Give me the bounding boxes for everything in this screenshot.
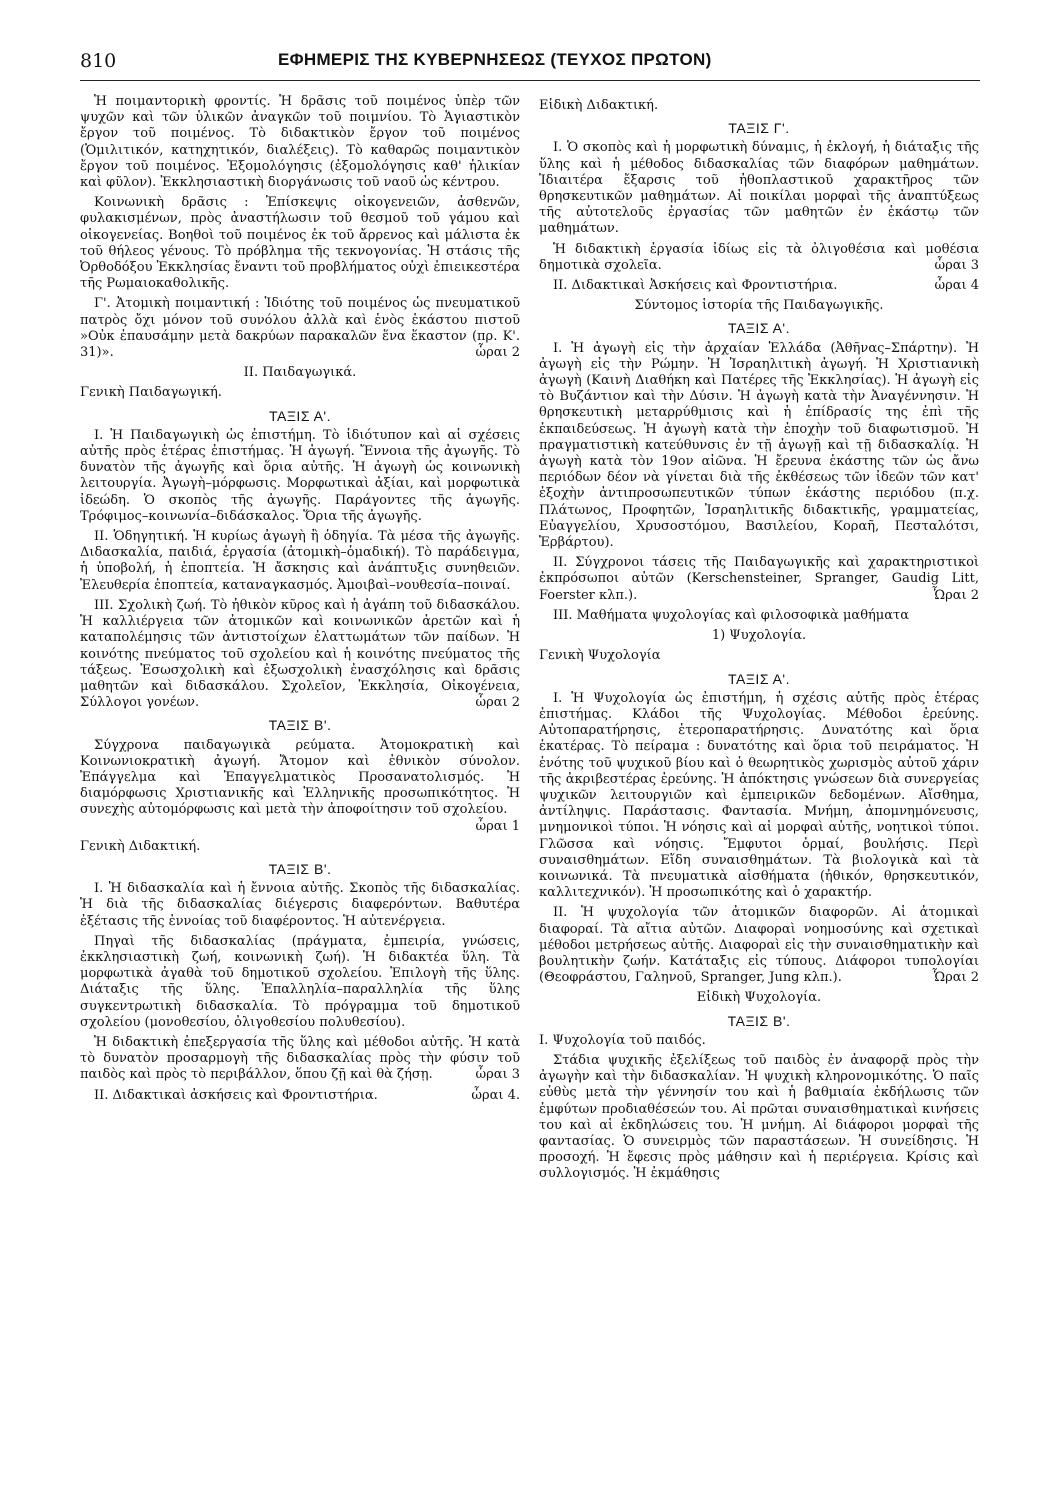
hours-label: ὧραι 1 [475,818,520,834]
paragraph [80,738,520,835]
paragraph-text: Σύγχρονα παιδαγωγικὰ ρεύματα. Ἀτομοκρατικὴ καὶ Κοινωνιοκρατικὴ ἀγωγή. Ἄτομον καὶ ἐθνικὸν σύνολον. Ἐπάγγελμα καὶ Ἐπαγγελματικὸς Προσανατολισμός. Ἡ διαμόρφωσις Χριστιανικῆς καὶ Ἑλληνικῆς προσωπικότητος. Ἡ συνεχὴς αὐτομόρφωσις καὶ μετὰ τὴν ἀποφοίτησιν τοῦ σχολείου. [80,737,520,818]
paragraph: Ι. Ἡ Παιδαγωγικὴ ὡς ἐπιστήμη. Τὸ ἰδιότυπον καὶ αἱ σχέσεις αὐτῆς πρὸς ἑτέρας ἐπιστήμας. Ἡ ἀγωγή. Ἔννοια τῆς ἀγωγῆς. Τὸ δυνατὸν τῆς ἀγωγῆς καὶ ὅρια αὐτῆς. Ἡ ἀγωγὴ ὡς κοινωνικὴ λειτουργία. Ἀγωγὴ–μόρφωσις. Μορφωτικαὶ ἀξίαι, καὶ μορφωτικὰ ἰδεώδη. Ὁ σκοπὸς τῆς ἀγωγῆς. Παράγοντες τῆς ἀγωγῆς. Τρόφιμος–κοινωνία–διδάσκαλος. Ὅρια τῆς ἀγωγῆς. [80,427,520,524]
paragraph: ΙΙΙ. Μαθήματα ψυχολογίας καὶ φιλοσοφικὰ μαθήματα [553,607,910,623]
paragraph [80,296,520,361]
paragraph [80,598,520,711]
paragraph [80,1035,520,1084]
class-heading: ΤΑΞΙΣ Α'. [268,407,331,424]
paragraph: Ἡ ποιμαντορικὴ φροντίς. Ἡ δρᾶσις τοῦ ποιμένος ὑπὲρ τῶν ψυχῶν καὶ τῶν ὑλικῶν ἀναγκῶν τοῦ ποιμνίου. Τὸ Ἁγιαστικὸν ἔργον τοῦ ποιμένος. Τὸ διδακτικὸν ἔργον τοῦ ποιμένος (Ὁμιλιτικόν, κατηχητικόν, διαλέξεις). Τὸ καθαρῶς ποιμαντικὸν ἔργον τοῦ ποιμένος. Ἐξομολόγησις (ἐξομολόγησις καθ' ἡλικίαν καὶ φῦλον). Ἐκκλησιαστικὴ διοργάνωσις τοῦ ναοῦ ὡς κέντρου. [80,94,520,191]
hours-label: ὧραι 3 [934,257,979,273]
paragraph [80,1088,520,1104]
paragraph-text: ΙΙ. Διδακτικαὶ Ἀσκήσεις καὶ Φροντιστήρια. [553,278,838,294]
paragraph-text: ΙΙ. Ἡ ψυχολογία τῶν ἀτομικῶν διαφορῶν. Αἱ ἀτομικαὶ διαφοραί. Τὰ αἴτια αὐτῶν. Διαφοραὶ νοημοσύνης καὶ σχετικαὶ μέθοδοι μετρήσεως αὐτῆς. Διαφοραὶ εἰς τὴν συναισθηματικὴν καὶ βουλητικὴν ζωήν. Κατάταξις εἰς τύπους. Διάφοροι τυπολογίαι (Θεοφράστου, Γαληνοῦ, Spranger, Jung κλπ.). [539,905,979,986]
class-heading: ΤΑΞΙΣ Α'. [727,670,790,687]
section-heading: 1) Ψυχολογία. [711,628,807,644]
left-column [80,94,520,1108]
section-heading: Εἰδικὴ Ψυχολογία. [696,990,822,1006]
paragraph: Ι. Ἡ Ψυχολογία ὡς ἐπιστήμη, ἡ σχέσις αὐτῆς πρὸς ἑτέρας ἐπιστήμας. Κλάδοι τῆς Ψυχολογίας. Μέθοδοι ἐρεύνης. Αὐτοπαρατήρησις, ἑτεροπαρατήρησις. Δυνατότης καὶ ὅρια ἑκατέρας. Τὸ πείραμα : δυνατότης καὶ ὅρια τοῦ πειράματος. Ἡ ἑνότης τοῦ ψυχικοῦ βίου καὶ ὁ θεωρητικὸς χωρισμὸς αὐτοῦ χάριν τῆς ἀκριβεστέρας ἐρεύνης. Ἡ ἀπόκτησις γνώσεων διὰ συνεργείας ψυχικῶν λειτουργιῶν καὶ ἐμπειρικῶν δεδομένων. Αἴσθημα, ἀντίληψις. Παράστασις. Φαντασία. Μνήμη, ἀπομνημόνευσις, μνημονικοὶ τύποι. Ἡ νόησις καὶ αἱ μορφαὶ αὐτῆς, νοητικοὶ τύποι. Γλῶσσα καὶ νόησις. Ἔμφυτοι ὁρμαί, βουλήσις. Περὶ συναισθημάτων. Εἴδη συναισθημάτων. Τὰ βιολογικὰ καὶ τὰ κοινωνικά. Τὰ πνευματικὰ αἰσθήματα (ἠθικόν, θρησκευτικόν, καλλιτεχνικόν). Ἡ προσωπικότης καὶ ὁ χαρακτήρ. [539,690,979,901]
paragraph-text: Ἡ διδακτικὴ ἐργασία ἰδίως εἰς τὰ ὀλιγοθέσια καὶ μοθέσια δημοτικὰ σχολεῖα. [539,241,979,273]
hours-label: ὧραι 2 [475,695,520,711]
paragraph [539,242,979,274]
hours-label: Ὧραι 2 [932,970,979,986]
paragraph [539,905,979,986]
class-heading: ΤΑΞΙΣ Α'. [727,320,790,337]
section-heading: Σύντομος ἱστορία τῆς Παιδαγωγικῆς. [634,298,884,314]
hours-label: ὧραι 3 [475,1067,520,1083]
subsection-heading: Γενικὴ Ψυχολογία [539,648,661,664]
paragraph: Ι. Ἡ ἀγωγὴ εἰς τὴν ἀρχαίαν Ἑλλάδα (Ἀθῆνας–Σπάρτην). Ἡ ἀγωγὴ εἰς τὴν Ρώμην. Ἡ Ἰσραηλιτικὴ ἀγωγή. Ἡ Χριστιανικὴ ἀγωγὴ (Καινὴ Διαθήκη καὶ Πατέρες τῆς Ἐκκλησίας). Ἡ ἀγωγὴ εἰς τὸ Βυζάντιον καὶ τὴν Δύσιν. Ἡ ἀγωγὴ κατὰ τὴν Ἀναγέννησιν. Ἡ θρησκευτικὴ μεταρρύθμισις καὶ ἡ ἐπίδρασίς της ἐπὶ τῆς ἐκπαιδεύσεως. Ἡ ἀγωγὴ κατὰ τὴν ἐποχὴν τοῦ διαφωτισμοῦ. Ἡ πραγματιστικὴ κατεύθυνσις ἐν τῇ ἀγωγῇ καὶ τῇ διδασκαλίᾳ. Ἡ ἀγωγὴ κατὰ τὸν 19ον αἰῶνα. Ἡ ἔρευνα ἑκάστης τῶν ὡς ἄνω περιόδων δέον νὰ γίνεται διὰ τῆς ἐκθέσεως τῶν ἰδεῶν τῶν κατ' ἐξοχὴν ἀντιπροσωπευτικῶν τύπων ἑκάστης περιόδου (π.χ. Πλάτωνος, Προφητῶν, Ἰσραηλιτικῆς διδακτικῆς, γραμματείας, Εὐαγγελίου, Χρυσοστόμου, Βασιλείου, Κοραῆ, Πεσταλότσι, Ἑρβάρτου). [539,340,979,551]
paragraph: Κοινωνικὴ δρᾶσις : Ἐπίσκεψις οἰκογενειῶν, ἀσθενῶν, φυλακισμένων, πρὸς ἀναστήλωσιν τοῦ θεσμοῦ τοῦ γάμου καὶ οἰκογενείας. Βοηθοὶ τοῦ ποιμένος ἐκ τοῦ ἄρρενος καὶ μάλιστα ἐκ τοῦ θήλεος γένους. Τὸ πρόβλημα τῆς τεκνογονίας. Ἡ στάσις τῆς Ὀρθοδόξου Ἐκκλησίας ἔναντι τοῦ προβλήματος οὐχὶ ἐπιεικεστέρα τῆς Ρωμαιοκαθολικῆς. [80,195,520,292]
class-heading: ΤΑΞΙΣ Β'. [727,1012,791,1029]
paragraph-text: Γ'. Ἀτομικὴ ποιμαντική : Ἰδιότης τοῦ ποιμένος ὡς πνευματικοῦ πατρὸς ὄχι μόνον τοῦ συνόλου ἀλλὰ καὶ ἑνὸς ἑκάστου πιστοῦ »Οὐκ ἐπαυσάμην μετὰ δακρύων παρακαλῶν ἕνα ἕκαστον (πρ. Κ'. 31)». [80,296,520,361]
paragraph-text: ΙΙΙ. Σχολικὴ ζωή. Τὸ ἠθικὸν κῦρος καὶ ἡ ἀγάπη τοῦ διδασκάλου. Ἡ καλλιέργεια τῶν ἀτομικῶν καὶ κοινωνικῶν ἀρετῶν καὶ ἡ καταπολέμησις τῶν ἀντιστοίχων ἐλαττωμάτων τῶν παίδων. Ἡ κοινότης πνεύματος τοῦ σχολείου καὶ ἡ κοινότης πνεύματος τῆς τάξεως. Ἐσωσχολικὴ καὶ ἐξωσχολικὴ ἐνασχόλησις καὶ δρᾶσις μαθητῶν καὶ διδασκάλου. Σχολεῖον, Ἐκκλησία, Οἰκογένεια, Σύλλογοι γονέων. [80,597,520,711]
subsection-heading: Γενικὴ Διδακτική. [80,838,201,854]
section-heading: ΙΙ. Παιδαγωγικά. [243,365,357,381]
paragraph: Ι. Ψυχολογία τοῦ παιδός. [539,1032,706,1048]
header-rule [80,80,980,81]
paragraph [539,278,979,294]
paragraph: Ι. Ὁ σκοπὸς καὶ ἡ μορφωτικὴ δύναμις, ἡ ἐκλογή, ἡ διάταξις τῆς ὕλης καὶ ἡ μέθοδος διδασκαλίας τῶν διαφόρων μαθημάτων. Ἰδιαιτέρα ἔξαρσις τοῦ ἠθοπλαστικοῦ χαρακτῆρος τῶν θρησκευτικῶν μαθημάτων. Αἱ ποικίλαι μορφαὶ τῆς ἀναπτύξεως τῆς αὐτοτελοῦς ἐργασίας τῶν μαθητῶν ἐν ἑκάστῳ τῶν μαθημάτων. [539,140,979,237]
right-column [539,94,979,1187]
subsection-heading: Εἰδικὴ Διδακτική. [539,98,659,113]
page-number: 810 [80,50,117,72]
paragraph: Στάδια ψυχικῆς ἐξελίξεως τοῦ παιδὸς ἐν ἀναφορᾷ πρὸς τὴν ἀγωγὴν καὶ τὴν διδασκαλίαν. Ἡ ψυχικὴ κληρονομικότης. Ὁ παῖς εὐθὺς μετὰ τὴν γέννησίν του καὶ ἡ βαθμιαία ἐκδήλωσις τῶν ἐμφύτων προδιαθέσεών του. Αἱ πρῶται συναισθηματικαὶ κινήσεις του καὶ αἱ ἐκδηλώσεις του. Ἡ μνήμη. Αἱ διάφοροι μορφαὶ τῆς φαντασίας. Ὁ συνειρμὸς τῶν παραστάσεων. Ἡ συνείδησις. Ἡ προσοχή. Ἡ ἔφεσις πρὸς μάθησιν καὶ ἡ περιέργεια. Κρίσις καὶ συλλογισμός. Ἡ ἐκμάθησις [539,1052,979,1182]
class-heading: ΤΑΞΙΣ Β'. [268,860,332,877]
paragraph-text: ΙΙ. Διδακτικαὶ ἀσκήσεις καὶ Φροντιστήρια. [94,1087,378,1103]
paragraph-text: Ἡ διδακτικὴ ἐπεξεργασία τῆς ὕλης καὶ μέθοδοι αὐτῆς. Ἡ κατὰ τὸ δυνατὸν προσαρμογὴ τῆς διδασκαλίας πρὸς τὴν φύσιν τοῦ παιδὸς καὶ πρὸς τὸ περιβάλλον, ὅπου ζῇ καὶ θὰ ζήσῃ. [80,1034,520,1083]
hours-label: ὧραι 4 [934,278,979,294]
gazette-title: ΕΦΗΜΕΡΙΣ ΤΗΣ ΚΥΒΕΡΝΗΣΕΩΣ (ΤΕΥΧΟΣ ΠΡΩΤΟΝ) [278,50,712,69]
hours-label: ὧραι 2 [475,345,520,361]
paragraph: ΙΙ. Ὁδηγητική. Ἡ κυρίως ἀγωγὴ ἢ ὁδηγία. Τὰ μέσα τῆς ἀγωγῆς. Διδασκαλία, παιδιά, ἐργασία (ἀτομικὴ–ὁμαδική). Τὸ παράδειγμα, ἡ ὑποβολή, ἡ ἐποπτεία. Ἡ ἄσκησις καὶ ἀνάπτυξις συνηθειῶν. Ἐλευθερία ἐποπτεία, καταναγκασμός. Ἀμοιβαὶ–νουθεσία–ποιναί. [80,529,520,593]
paragraph: Πηγαὶ τῆς διδασκαλίας (πράγματα, ἐμπειρία, γνώσεις, ἐκκλησιαστικὴ ζωή, κοινωνικὴ ζωή). Ἡ διδακτέα ὕλη. Τὰ μορφωτικὰ ἀγαθὰ τοῦ δημοτικοῦ σχολείου. Ἐπιλογὴ τῆς ὕλης. Διάταξις τῆς ὕλης. Ἐπαλληλία–παραλληλία τῆς ὕλης συγκεντρωτικὴ διδασκαλία. Τὸ πρόγραμμα τοῦ δημοτικοῦ σχολείου (μονοθεσίου, ὀλιγοθεσίου πολυθεσίου). [80,933,520,1030]
subsection-heading: Γενικὴ Παιδαγωγική. [80,385,222,401]
paragraph-text: ΙΙ. Σύγχρονοι τάσεις τῆς Παιδαγωγικῆς καὶ χαρακτηριστικοὶ ἐκπρόσωποι αὐτῶν (Kerschensteiner, Spranger, Gaudig Litt, Foerster κλπ.). [539,555,979,603]
class-heading: ΤΑΞΙΣ Γ'. [728,120,790,137]
hours-label: Ὧραι 2 [932,587,979,603]
hours-label: ὧραι 4. [471,1087,520,1103]
paragraph [539,555,979,604]
paragraph: Ι. Ἡ διδασκαλία καὶ ἡ ἔννοια αὐτῆς. Σκοπὸς τῆς διδασκαλίας. Ἡ διὰ τῆς διδασκαλίας διέγερσις διαφερόντων. Βαθυτέρα ἐξέτασις τῆς ἐννοίας τοῦ διαφέροντος. Ἡ αὐτενέργεια. [80,881,520,929]
class-heading: ΤΑΞΙΣ Β'. [268,717,332,734]
page-header [80,48,980,78]
